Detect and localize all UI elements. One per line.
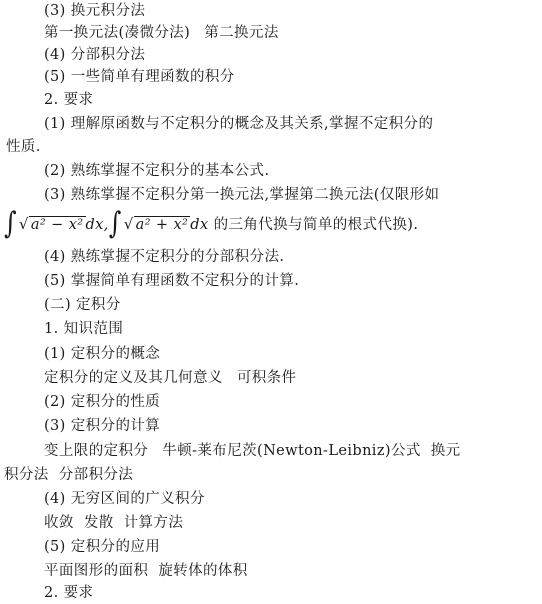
text-plane-area: 平面图形的面积 [44, 563, 149, 579]
text-integration-method: 积分法 [4, 467, 49, 483]
text-calc-method: 计算方法 [123, 515, 184, 531]
text-line: (5) 定积分的应用 [44, 539, 161, 555]
heading-knowledge-scope [44, 318, 542, 340]
text-volume: 旋转体的体积 [158, 563, 248, 579]
text-second-substitution: 第二换元法 [204, 25, 279, 41]
text-line: (4) 熟练掌握不定积分的分部积分法. [44, 249, 285, 265]
text-line: (3) 熟练掌握不定积分第一换元法,掌握第二换元法(仅限形如 [44, 187, 440, 203]
text-substitution: 换元 [430, 443, 461, 459]
line-area-volume [44, 560, 542, 582]
text-line: 性质. [6, 139, 41, 155]
radicand-2: a² + x² [135, 217, 189, 233]
line-calc-methods-2 [4, 464, 502, 486]
text-line: 2. 要求 [44, 585, 94, 601]
text-line: 2. 要求 [44, 92, 94, 108]
text-variable-limit: 变上限的定积分 [44, 443, 149, 459]
text-line: (4) 无穷区间的广义积分 [44, 491, 205, 507]
line-substitution-methods [44, 22, 542, 44]
text-line: (1) 定积分的概念 [44, 346, 161, 362]
req-4 [44, 246, 542, 268]
formula-tail: 的三角代换与简单的根式代换). [213, 217, 419, 233]
text-integrability: 可积条件 [236, 370, 297, 386]
line-convergence [44, 512, 542, 534]
integral-sign-icon: ∫ [108, 205, 122, 241]
heading-requirements-cut [44, 582, 542, 601]
text-converge: 收敛 [44, 515, 74, 531]
text-line: (3) 换元积分法 [44, 3, 146, 19]
text-line: (2) 定积分的性质 [44, 394, 161, 410]
req-5 [44, 270, 542, 292]
item-concept [44, 343, 542, 365]
item-applications [44, 536, 542, 558]
line-definition-conditions [44, 367, 542, 389]
sqrt-icon: √ [123, 215, 134, 233]
item-rational-functions [44, 66, 542, 88]
dx-2: dx [190, 217, 209, 233]
item-integration-by-parts [44, 44, 542, 66]
text-line: (5) 掌握简单有理函数不定积分的计算. [44, 273, 300, 289]
text-line: (3) 定积分的计算 [44, 418, 161, 434]
text-definition: 定积分的定义及其几何意义 [44, 370, 223, 386]
item-substitution-integration [44, 0, 542, 22]
item-properties [44, 391, 542, 413]
req-2 [44, 160, 542, 182]
sqrt-icon: √ [18, 215, 29, 233]
text-line: (二) 定积分 [44, 297, 121, 313]
heading-requirements [44, 89, 542, 111]
text-newton-leibniz: 牛顿-莱布尼茨(Newton-Leibniz)公式 [162, 443, 421, 459]
text-line: (1) 理解原函数与不定积分的概念及其关系,掌握不定积分的 [44, 116, 434, 132]
dx-1: dx, [85, 217, 109, 233]
text-line: (5) 一些简单有理函数的积分 [44, 69, 235, 85]
item-calculation [44, 415, 542, 437]
text-first-substitution: 第一换元法(凑微分法) [44, 25, 191, 41]
text-line: (2) 熟练掌握不定积分的基本公式. [44, 163, 270, 179]
text-by-parts: 分部积分法 [58, 467, 134, 483]
req-1-line1 [44, 113, 542, 135]
text-line: 1. 知识范围 [44, 321, 124, 337]
section-definite-integral [44, 294, 542, 316]
radicand-1: a² − x² [30, 217, 84, 233]
req-3-formula-line [4, 205, 502, 241]
item-improper-integral [44, 488, 542, 510]
req-1-line2 [6, 136, 504, 158]
integral-sign-icon: ∫ [4, 205, 17, 241]
text-diverge: 发散 [83, 515, 114, 531]
line-calc-methods-1 [44, 440, 542, 462]
text-line: (4) 分部积分法 [44, 47, 146, 63]
req-3-line1 [44, 184, 542, 206]
